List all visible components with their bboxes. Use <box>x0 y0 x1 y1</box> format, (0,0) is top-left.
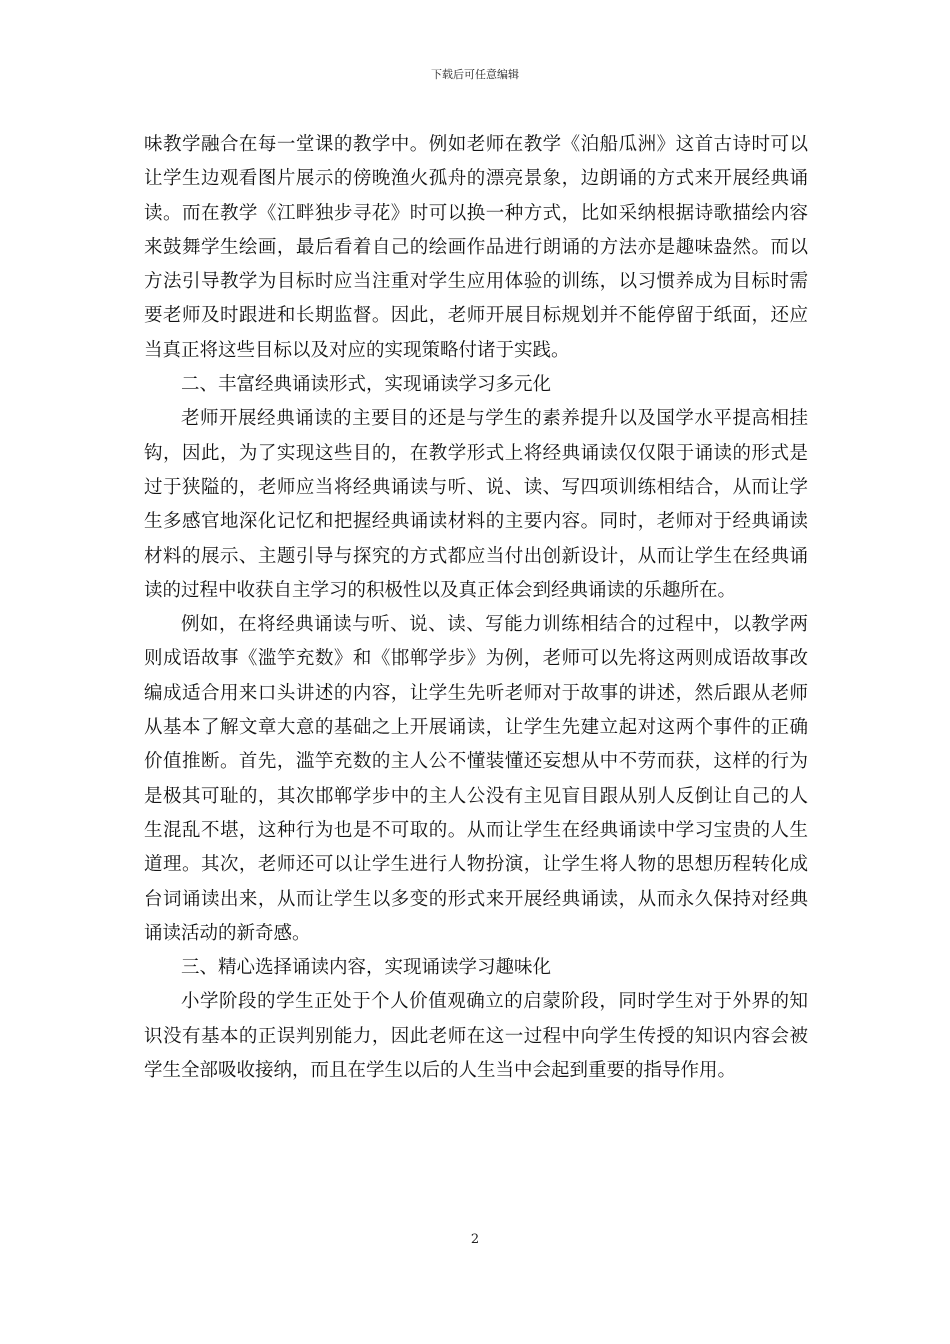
section-heading-2: 二、丰富经典诵读形式，实现诵读学习多元化 <box>181 374 552 396</box>
document-body <box>144 128 808 1088</box>
paragraph: 老师开展经典诵读的主要目的还是与学生的素养提升以及国学水平提高相挂钩，因此，为了实现这些目的，在教学形式上将经典诵读仅仅限于诵读的形式是过于狭隘的，老师应当将经典诵读与听、说、读、写四项训练相结合，从而让学生多感官地深化记忆和把握经典诵读材料的主要内容。同时，老师对于经典诵读材料的展示、主题引导与探究的方式都应当付出创新设计，从而让学生在经典诵读的过程中收获自主学习的积极性以及真正体会到经典诵读的乐趣所在。 <box>144 408 808 601</box>
paragraph: 例如，在将经典诵读与听、说、读、写能力训练相结合的过程中，以教学两则成语故事《滥竽充数》和《邯郸学步》为例，老师可以先将这两则成语故事改编成适合用来口头讲述的内容，让学生先听老师对于故事的讲述，然后跟从老师从基本了解文章大意的基础之上开展诵读，让学生先建立起对这两个事件的正确价值推断。首先，滥竽充数的主人公不懂装懂还妄想从中不劳而获，这样的行为是极其可耻的，其次邯郸学步中的主人公没有主见盲目跟从别人反倒让自己的人生混乱不堪，这种行为也是不可取的。从而让学生在经典诵读中学习宝贵的人生道理。其次，老师还可以让学生进行人物扮演，让学生将人物的思想历程转化成台词诵读出来，从而让学生以多变的形式来开展经典诵读，从而永久保持对经典诵读活动的新奇感。 <box>144 614 808 944</box>
page-number: 2 <box>470 1232 480 1247</box>
page-header: 下载后可任意编辑 <box>431 68 519 81</box>
paragraph-continuation: 味教学融合在每一堂课的教学中。例如老师在教学《泊船瓜洲》这首古诗时可以让学生边观看图片展示的傍晚渔火孤舟的漂亮景象，边朗诵的方式来开展经典诵读。而在教学《江畔独步寻花》时可以换一种方式，比如采纳根据诗歌描绘内容来鼓舞学生绘画，最后看着自己的绘画作品进行朗诵的方法亦是趣味盎然。而以方法引导教学为目标时应当注重对学生应用体验的训练，以习惯养成为目标时需要老师及时跟进和长期监督。因此，老师开展目标规划并不能停留于纸面，还应当真正将这些目标以及对应的实现策略付诸于实践。 <box>144 134 808 361</box>
section-heading-3: 三、精心选择诵读内容，实现诵读学习趣味化 <box>181 957 552 979</box>
paragraph: 小学阶段的学生正处于个人价值观确立的启蒙阶段，同时学生对于外界的知识没有基本的正误判别能力，因此老师在这一过程中向学生传授的知识内容会被学生全部吸收接纳，而且在学生以后的人生当中会起到重要的指导作用。 <box>144 991 808 1082</box>
